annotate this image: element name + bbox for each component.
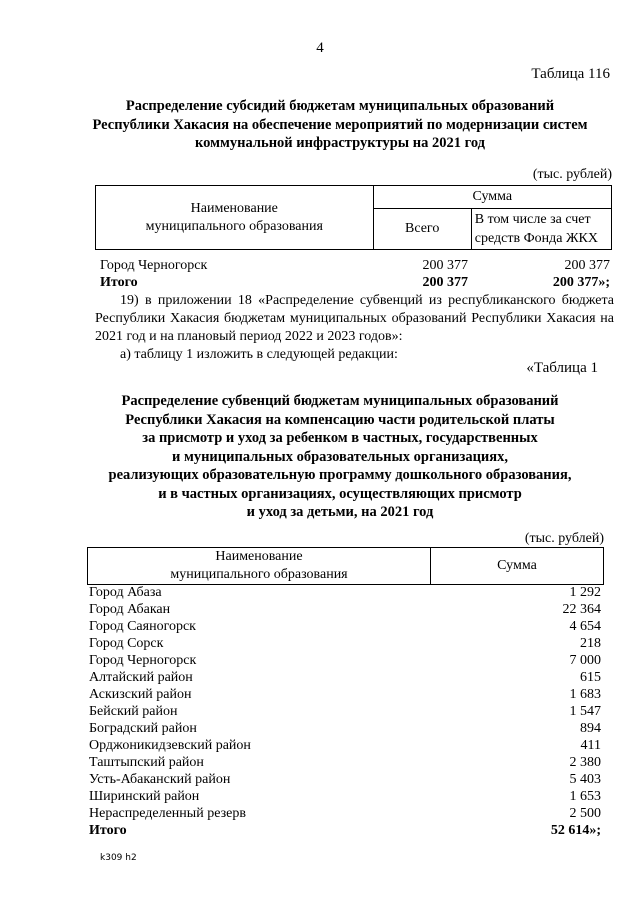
table-row: Нераспределенный резерв 2 500 xyxy=(89,806,601,821)
table-row: Боградский район 894 xyxy=(89,721,601,736)
title-line: и муниципальных образовательных организациях, xyxy=(171,448,509,465)
title-line: коммунальной инфраструктуры на 2021 год xyxy=(195,135,485,151)
table-1-body xyxy=(87,584,604,839)
table-116-header xyxy=(95,185,612,250)
table-row: Усть-Абаканский район 5 403 xyxy=(89,772,601,787)
title-line: и в частных организациях, осуществляющих присмотр xyxy=(158,485,522,502)
table-116-unit: (тыс. рублей) xyxy=(532,167,612,182)
table-1-label: «Таблица 1 xyxy=(526,360,598,376)
title-line: Распределение субсидий бюджетам муниципальных образований xyxy=(125,98,555,114)
row-total: 200 377 xyxy=(422,275,468,290)
title-line: и уход за детьми, на 2021 год xyxy=(246,504,434,520)
column-header-sum: Сумма xyxy=(373,186,611,209)
table-row-itogo xyxy=(95,274,612,291)
table-row: Бейский район 1 547 xyxy=(89,704,601,719)
table-row: Таштыпский район 2 380 xyxy=(89,755,601,770)
column-header-fond: В том числе за счет средств Фонда ЖКХ xyxy=(471,209,611,250)
table-row: Орджоникидзевский район 411 xyxy=(89,738,601,753)
row-fond: 200 377 xyxy=(564,258,610,273)
title-line: за присмотр и уход за ребенком в частных, государственных xyxy=(142,430,538,446)
title-line: Распределение субвенций бюджетам муниципальных образований xyxy=(121,393,559,409)
row-fond: 200 377»; xyxy=(552,275,610,290)
table-row: Город Черногорск 7 000 xyxy=(89,653,601,668)
table-row: Город Абакан 22 364 xyxy=(89,602,601,617)
table-116-title xyxy=(60,97,620,153)
page-number: 4 xyxy=(316,40,324,56)
row-total: 200 377 xyxy=(422,258,468,273)
table-row: Ширинский район 1 653 xyxy=(89,789,601,804)
row-name: Итого xyxy=(100,275,138,290)
title-line: Республики Хакасия на компенсацию части родительской платы xyxy=(125,411,555,428)
title-line: реализующих образовательную программу дошкольного образования, xyxy=(108,467,572,483)
table-row: Город Абаза 1 292 xyxy=(89,585,601,600)
row-name: Город Черногорск xyxy=(100,258,208,273)
column-header-name: Наименование муниципального образования xyxy=(96,186,374,250)
title-line: Республики Хакасия на обеспечение мероприятий по модернизации систем xyxy=(92,116,588,133)
table-row xyxy=(95,257,612,274)
table-1-title xyxy=(60,392,620,522)
paragraph-19: 19) в приложении 18 «Распределение субвенций из республиканского бюджета Республики Хакасия бюджетам муниципальных образований Республики Хакасия на 2021 год и на плановый период 2022 и 2023 годов»: xyxy=(95,293,614,344)
table-1-header xyxy=(87,547,604,585)
paragraph-a: а) таблицу 1 изложить в следующей редакции: xyxy=(120,347,398,362)
table-row: Аскизский район 1 683 xyxy=(89,687,601,702)
table-1-unit: (тыс. рублей) xyxy=(524,531,604,546)
table-row: Алтайский район 615 xyxy=(89,670,601,685)
column-header-name: Наименование муниципального образования xyxy=(88,548,431,585)
table-row: Город Саяногорск 4 654 xyxy=(89,619,601,634)
column-header-sum: Сумма xyxy=(431,548,604,585)
table-row-itogo: Итого 52 614»; xyxy=(89,823,601,838)
table-116-label: Таблица 116 xyxy=(531,66,610,82)
footer-code: k309 h2 xyxy=(100,853,137,863)
table-116-body xyxy=(95,257,612,291)
column-header-total: Всего xyxy=(373,209,471,250)
table-row: Город Сорск 218 xyxy=(89,636,601,651)
